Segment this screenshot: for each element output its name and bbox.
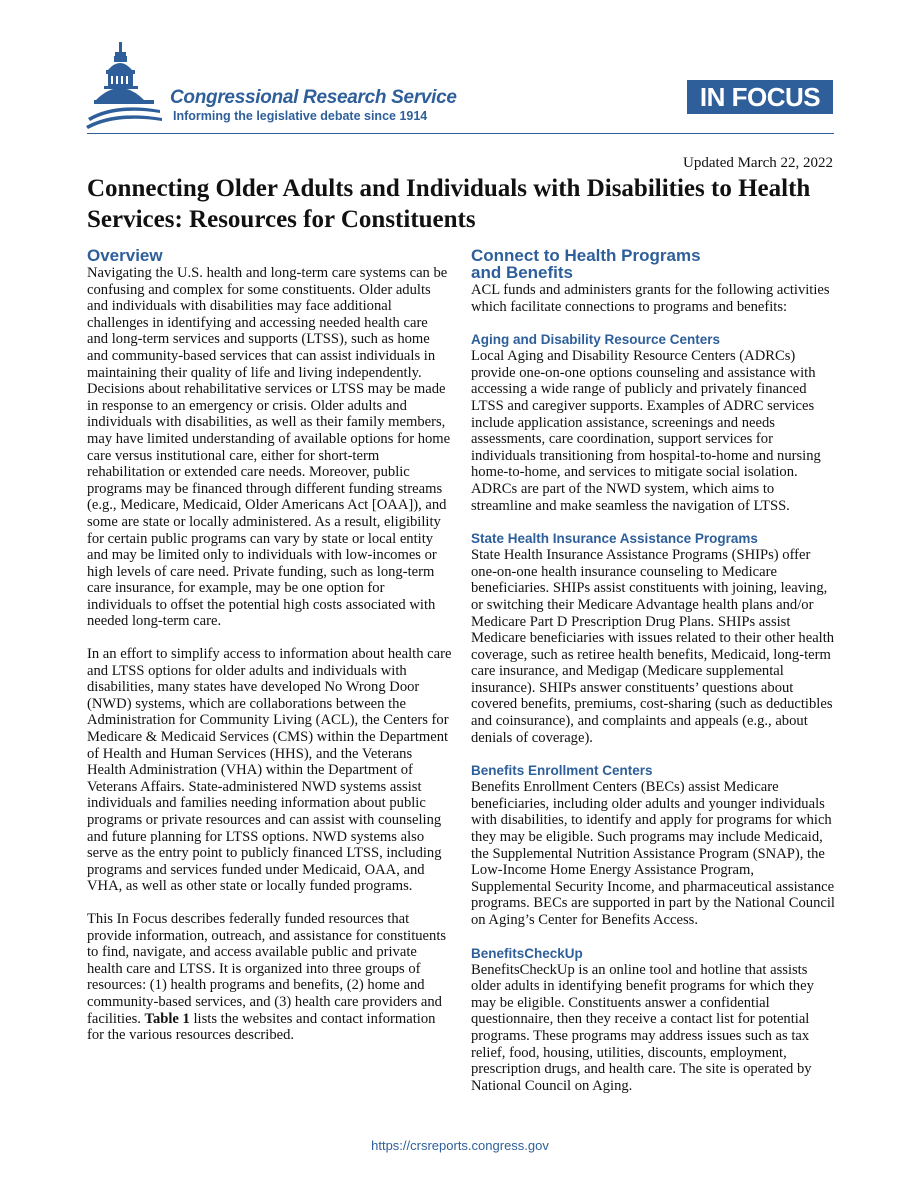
capitol-dome-icon <box>86 40 166 130</box>
connect-heading-line-2: and Benefits <box>471 263 574 282</box>
table-reference: Table 1 <box>144 1010 190 1027</box>
left-column <box>87 247 452 1060</box>
paragraph-text-start: This In Focus describes federally funded resources that provide information, outreach, and assistance for constituents to find, navigate, and access available public and private health care and LTSS. It is organized into three groups of resources: (1) health programs and benefits, (2) home and community-based services, and (3) health care providers and facilities. <box>87 910 447 1027</box>
benefitscheckup-paragraph: BenefitsCheckUp is an online tool and hotline that assists older adults in identifying benefit programs for which they may be eligible. Constituents answer a confidential questionnaire, then they receive a contact list for potential programs. These programs may address issues such as tax relief, food, housing, utilities, discounts, employment, prescription drugs, and health care. The site is operated by National Council on Aging. <box>471 961 814 1094</box>
overview-paragraph-1: Navigating the U.S. health and long-term care systems can be confusing and complex for some constituents. Older adults and individuals with disabilities may face additional challenges in identifying and accessing needed health care and long-term services and supports (LTSS), such as home and community-based services that can assist individuals in maintaining their quality of life and living independently. Decisions about rehabilitative services or LTSS may be made in response to an emergency or crisis. Older adults and individuals with disabilities, as well as their family members, may have limited understanding of available options for home care versus institutional care, either for short-term rehabilitation or extended care needs. Moreover, public programs may be financed through different funding streams (e.g., Medicare, Medicaid, Older Americans Act [OAA]), and some are state or locally administered. As a result, eligibility for certain public programs can vary by state or local entity and may be limited only to individuals with low-incomes or high levels of care need. Private funding, such as long-term care insurance, for example, may be one option for individuals to offset the potential high costs associated with needed long-term care. <box>87 265 451 630</box>
connect-intro: ACL funds and administers grants for the following activities which facilitate connections to programs and benefits: <box>471 282 830 315</box>
bec-heading: Benefits Enrollment Centers <box>471 763 653 779</box>
page-header <box>0 0 920 140</box>
paragraph-text-end: lists the websites and contact information for the various resources described. <box>87 1010 436 1044</box>
bec-paragraph: Benefits Enrollment Centers (BECs) assist Medicare beneficiaries, including older adults and younger individuals with disabilities, to identify and apply for programs for which they may be eligible. Such programs may include Medicaid, the Supplemental Nutrition Assistance Program (SNAP), the Low-Income Home Energy Assistance Program, Supplemental Security Income, and pharmaceutical assistance programs. BECs are supported in part by the National Council on Aging’s Center for Benefits Access. <box>471 779 835 928</box>
page-title: Connecting Older Adults and Individuals with Disabilities to Health Services: Resources for Constituents <box>87 175 811 233</box>
overview-heading: Overview <box>87 246 163 265</box>
right-column <box>471 247 836 1110</box>
adrc-paragraph: Local Aging and Disability Resource Centers (ADRCs) provide one-on-one options counseling and assistance with accessing a wide range of publicly and privately financed LTSS and caregiver supports. Examples of ADRC services include application assistance, screenings and needs assessments, care coordination, support services for individuals transitioning from hospital-to-home and nursing home-to-home, and services to mitigate social isolation. ADRCs are part of the NWD system, which aims to streamline and make seamless the navigation of LTSS. <box>471 348 821 514</box>
benefitscheckup-heading: BenefitsCheckUp <box>471 945 583 961</box>
overview-paragraph-2: In an effort to simplify access to information about health care and LTSS options for older adults and individuals with disabilities, many states have developed No Wrong Door (NWD) systems, which are collaborations between the Administration for Community Living (ACL), the Centers for Medicare & Medicaid Services (CMS) within the Department of Health and Human Services (HHS), and the Veterans Health Administration (VHA) within the Department of Veterans Affairs. State-administered NWD systems assist individuals and families needing information about public programs or private resources and can assist with counseling and future planning for LTSS options. NWD systems also serve as the entry point to publicly financed LTSS, including programs and services funded under Medicaid, OAA, and VHA, as well as other state or locally funded programs. <box>87 646 452 895</box>
in-focus-badge: IN FOCUS <box>687 80 833 114</box>
overview-paragraph-3 <box>87 911 452 1044</box>
organization-tagline: Informing the legislative debate since 1914 <box>173 109 428 123</box>
header-divider <box>87 133 834 134</box>
updated-date: Updated March 22, 2022 <box>683 155 833 171</box>
connect-heading-line-1: Connect to Health Programs <box>471 246 701 265</box>
ship-heading: State Health Insurance Assistance Programs <box>471 531 758 547</box>
crs-reports-link[interactable]: https://crsreports.congress.gov <box>371 1138 549 1153</box>
organization-name: Congressional Research Service <box>170 87 457 108</box>
adrc-heading: Aging and Disability Resource Centers <box>471 332 721 348</box>
ship-paragraph: State Health Insurance Assistance Programs (SHIPs) offer one-on-one health insurance counseling to Medicare beneficiaries. SHIPs assist constituents with joining, leaving, or switching their Medicare Advantage health plans and/or Medicare Part D Prescription Drug Plans. SHIPs assist Medicare beneficiaries with issues related to their other health coverage, such as retiree health benefits, Medicaid, long-term care insurance, and Medigap (Medicare supplemental insurance). SHIPs answer constituents’ questions about covered benefits, premiums, cost-sharing (such as deductibles and coinsurance), and complaints and appeals (e.g., about denials of coverage). <box>471 547 835 746</box>
connect-heading <box>471 247 836 281</box>
